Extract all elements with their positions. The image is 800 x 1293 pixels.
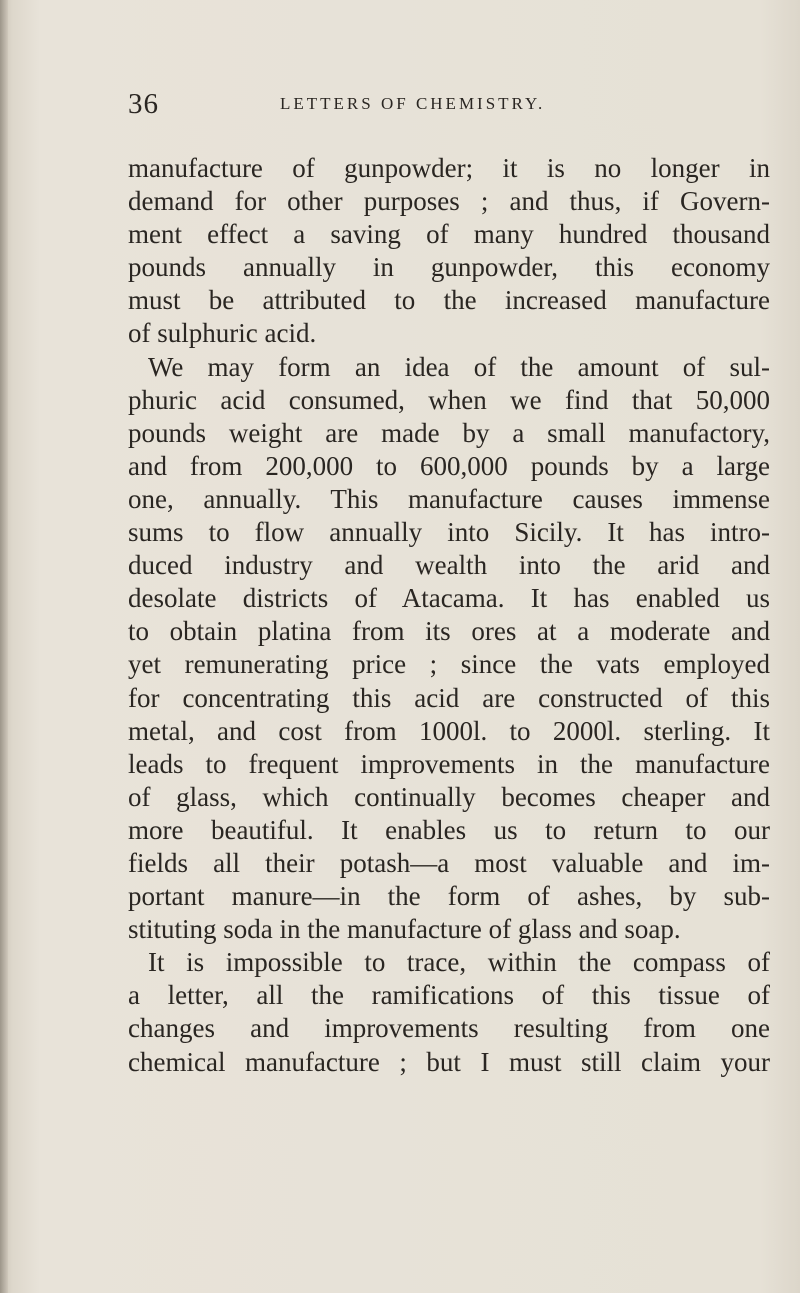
text-line: of sulphuric acid.	[128, 318, 317, 349]
text-line: yet remunerating price ; since the vats employed	[128, 649, 770, 680]
text-line: phuric acid consumed, when we find that 50,000	[128, 384, 770, 415]
page-number: 36	[128, 88, 159, 120]
text-line: more beautiful. It enables us to return to our	[128, 814, 770, 845]
text-line: to obtain platina from its ores at a moderate and	[128, 616, 770, 647]
text-line: sums to flow annually into Sicily. It has intro-	[128, 517, 770, 548]
text-line: of glass, which continually becomes cheaper and	[128, 781, 770, 812]
text-line: must be attributed to the increased manufacture	[128, 285, 770, 316]
text-line: fields all their potash—a most valuable and im-	[128, 847, 770, 878]
text-line: changes and improvements resulting from one	[128, 1013, 770, 1044]
text-line: one, annually. This manufacture causes immense	[128, 483, 770, 514]
text-line: and from 200,000 to 600,000 pounds by a large	[128, 450, 770, 481]
running-head: LETTERS OF CHEMISTRY.	[280, 94, 546, 113]
text-line: chemical manufacture ; but I must still claim your	[128, 1046, 770, 1077]
text-line: demand for other purposes ; and thus, if Govern-	[128, 186, 770, 217]
text-line: We may form an idea of the amount of sul-	[148, 351, 770, 382]
text-line: pounds annually in gunpowder, this economy	[128, 252, 770, 283]
page-binding-edge	[0, 0, 8, 1293]
text-line: pounds weight are made by a small manufactory,	[128, 417, 770, 448]
text-line: metal, and cost from 1000l. to 2000l. sterling. It	[128, 715, 770, 746]
text-line: leads to frequent improvements in the manufacture	[128, 748, 770, 779]
text-line: portant manure—in the form of ashes, by sub-	[128, 881, 770, 912]
text-line: desolate districts of Atacama. It has enabled us	[128, 583, 770, 614]
text-line: It is impossible to trace, within the compass of	[148, 947, 770, 978]
text-line: stituting soda in the manufacture of glass and soap.	[128, 914, 681, 945]
text-line: a letter, all the ramifications of this tissue of	[128, 980, 770, 1011]
body-text	[128, 152, 770, 1079]
text-line: for concentrating this acid are constructed of this	[128, 682, 770, 713]
text-line: ment effect a saving of many hundred thousand	[128, 219, 770, 250]
text-line: duced industry and wealth into the arid and	[128, 550, 770, 581]
page-header	[128, 88, 768, 128]
text-line: manufacture of gunpowder; it is no longer in	[128, 153, 770, 183]
